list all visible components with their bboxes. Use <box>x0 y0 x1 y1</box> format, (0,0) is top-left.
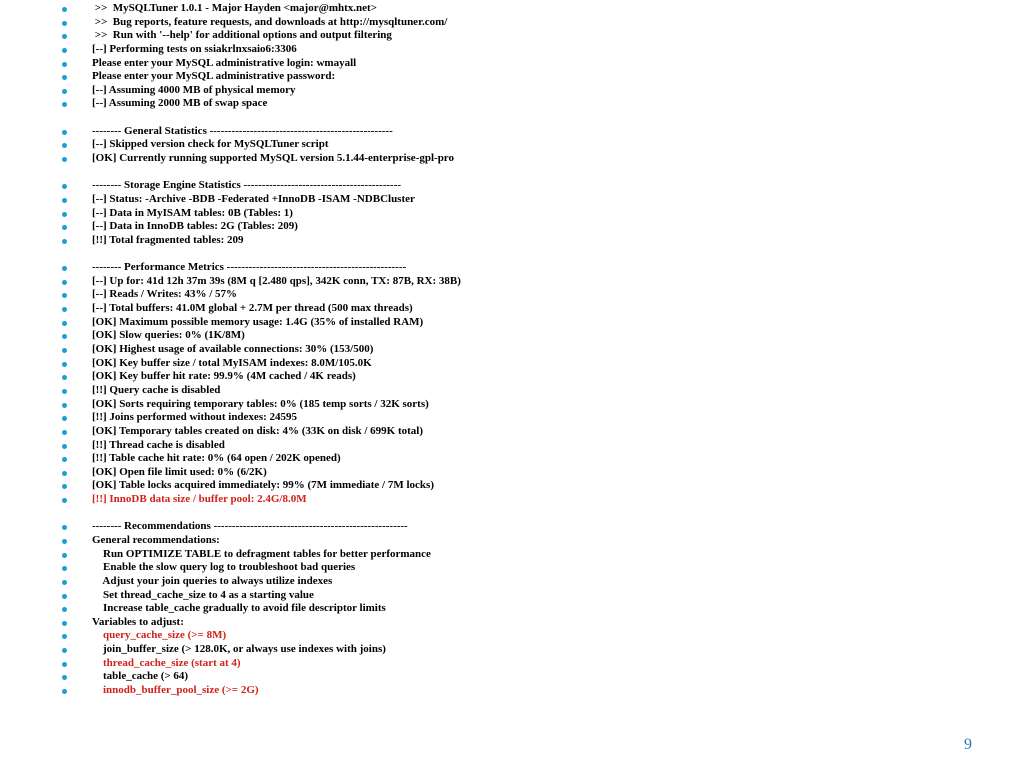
output-line <box>62 425 962 439</box>
output-line-text: >> Bug reports, feature requests, and downloads at http://mysqltuner.com/ <box>92 15 448 28</box>
output-line-text: thread_cache_size (start at 4) <box>92 656 241 669</box>
output-line <box>62 398 962 412</box>
bullet-dot-icon <box>62 157 67 162</box>
bullet-dot-icon <box>62 553 67 558</box>
output-line-text: [OK] Key buffer size / total MyISAM indexes: 8.0M/105.0K <box>92 356 372 369</box>
output-line <box>62 561 962 575</box>
bullet-dot-icon <box>62 198 67 203</box>
output-line <box>62 97 962 111</box>
bullet-dot-icon <box>62 689 67 694</box>
output-line <box>62 193 962 207</box>
bullet-dot-icon <box>62 21 67 26</box>
output-line-text: [--] Up for: 41d 12h 37m 39s (8M q [2.480 qps], 342K conn, TX: 87B, RX: 38B) <box>92 274 461 287</box>
output-line-text: >> Run with '--help' for additional options and output filtering <box>92 29 392 42</box>
bullet-dot-icon <box>62 348 67 353</box>
output-line-text: [!!] Joins performed without indexes: 24595 <box>92 411 298 424</box>
output-line <box>62 57 962 71</box>
bullet-dot-icon <box>62 389 67 394</box>
output-line-text: [OK] Slow queries: 0% (1K/8M) <box>92 329 245 342</box>
output-line <box>62 152 962 166</box>
bullet-dot-icon <box>62 102 67 107</box>
output-line <box>62 493 962 507</box>
output-line <box>62 329 962 343</box>
output-line-text: Enable the slow query log to troubleshoot bad queries <box>92 561 356 574</box>
output-line <box>62 29 962 43</box>
output-line <box>62 616 962 630</box>
output-line-text: innodb_buffer_pool_size (>= 2G) <box>92 684 259 697</box>
output-line-text: Set thread_cache_size to 4 as a starting value <box>92 588 314 601</box>
bullet-dot-icon <box>62 362 67 367</box>
output-line <box>62 261 962 275</box>
output-line-text: [--] Data in InnoDB tables: 2G (Tables: 209) <box>92 220 298 233</box>
output-line-text: Variables to adjust: <box>92 615 184 628</box>
output-line <box>62 84 962 98</box>
bullet-dot-icon <box>62 648 67 653</box>
bullet-dot-icon <box>62 498 67 503</box>
bullet-dot-icon <box>62 594 67 599</box>
bullet-dot-icon <box>62 430 67 435</box>
bullet-dot-icon <box>62 225 67 230</box>
output-line-text: -------- Recommendations ----------------------------------------------------- <box>92 520 408 533</box>
output-line-text: query_cache_size (>= 8M) <box>92 629 227 642</box>
bullet-dot-icon <box>62 457 67 462</box>
bullet-dot-icon <box>62 48 67 53</box>
output-line-text: Please enter your MySQL administrative login: wmayall <box>92 56 357 69</box>
output-line <box>62 234 962 248</box>
bullet-dot-icon <box>62 212 67 217</box>
output-line-text: [--] Status: -Archive -BDB -Federated +InnoDB -ISAM -NDBCluster <box>92 192 415 205</box>
bullet-dot-icon <box>62 566 67 571</box>
output-line-text: [--] Assuming 4000 MB of physical memory <box>92 83 296 96</box>
output-line-text: Adjust your join queries to always utilize indexes <box>92 574 333 587</box>
output-line <box>62 684 962 698</box>
output-line <box>62 657 962 671</box>
output-line-text: -------- Performance Metrics ------------------------------------------------- <box>92 261 407 274</box>
output-line <box>62 670 962 684</box>
output-line-text: [!!] Query cache is disabled <box>92 383 221 396</box>
output-line-text: [OK] Open file limit used: 0% (6/2K) <box>92 465 267 478</box>
slide-number: 9 <box>964 736 972 753</box>
output-line <box>62 125 962 139</box>
output-line <box>62 589 962 603</box>
output-line <box>62 643 962 657</box>
bullet-dot-icon <box>62 75 67 80</box>
output-line-text: [!!] Total fragmented tables: 209 <box>92 233 244 246</box>
bullet-dot-icon <box>62 334 67 339</box>
output-line-text: [--] Performing tests on ssiakrlnxsaio6:3306 <box>92 42 297 55</box>
output-line <box>62 275 962 289</box>
output-line <box>62 384 962 398</box>
output-line-text: [!!] Table cache hit rate: 0% (64 open / 202K opened) <box>92 452 341 465</box>
bullet-dot-icon <box>62 62 67 67</box>
output-line <box>62 220 962 234</box>
output-line-text: [OK] Currently running supported MySQL version 5.1.44-enterprise-gpl-pro <box>92 152 454 165</box>
output-line <box>62 548 962 562</box>
output-line-text: [--] Assuming 2000 MB of swap space <box>92 97 268 110</box>
bullet-dot-icon <box>62 580 67 585</box>
bullet-dot-icon <box>62 525 67 530</box>
output-line-text: table_cache (> 64) <box>92 670 189 683</box>
output-line-text: General recommendations: <box>92 533 220 546</box>
output-line-text: [--] Data in MyISAM tables: 0B (Tables: 1) <box>92 206 293 219</box>
output-line <box>62 411 962 425</box>
bullet-dot-icon <box>62 143 67 148</box>
mysqltuner-output-list <box>62 2 962 698</box>
output-line <box>62 439 962 453</box>
output-line <box>62 602 962 616</box>
bullet-dot-icon <box>62 416 67 421</box>
output-line <box>62 629 962 643</box>
output-line-text: [OK] Sorts requiring temporary tables: 0% (185 temp sorts / 32K sorts) <box>92 397 429 410</box>
bullet-dot-icon <box>62 662 67 667</box>
output-line <box>62 452 962 466</box>
output-line-text: -------- General Statistics -------------------------------------------------- <box>92 124 393 137</box>
blank-line <box>62 248 962 262</box>
bullet-dot-icon <box>62 34 67 39</box>
bullet-dot-icon <box>62 7 67 12</box>
bullet-dot-icon <box>62 634 67 639</box>
output-line-text: Run OPTIMIZE TABLE to defragment tables for better performance <box>92 547 431 560</box>
output-line-text: [--] Total buffers: 41.0M global + 2.7M per thread (500 max threads) <box>92 302 413 315</box>
output-line <box>62 466 962 480</box>
bullet-dot-icon <box>62 484 67 489</box>
blank-line <box>62 111 962 125</box>
output-line <box>62 207 962 221</box>
bullet-dot-icon <box>62 375 67 380</box>
output-line-text: [--] Reads / Writes: 43% / 57% <box>92 288 238 301</box>
bullet-dot-icon <box>62 307 67 312</box>
output-line <box>62 288 962 302</box>
output-line <box>62 479 962 493</box>
blank-line <box>62 507 962 521</box>
output-line <box>62 43 962 57</box>
output-line-text: >> MySQLTuner 1.0.1 - Major Hayden <major@mhtx.net> <box>92 2 377 14</box>
output-line-text: join_buffer_size (> 128.0K, or always use indexes with joins) <box>92 643 386 656</box>
output-line <box>62 370 962 384</box>
bullet-dot-icon <box>62 280 67 285</box>
output-line <box>62 316 962 330</box>
bullet-dot-icon <box>62 471 67 476</box>
output-line <box>62 575 962 589</box>
bullet-dot-icon <box>62 444 67 449</box>
bullet-dot-icon <box>62 403 67 408</box>
output-line <box>62 138 962 152</box>
output-line-text: [--] Skipped version check for MySQLTuner script <box>92 138 329 151</box>
output-line-text: [OK] Maximum possible memory usage: 1.4G (35% of installed RAM) <box>92 315 424 328</box>
blank-line <box>62 166 962 180</box>
output-line-text: [OK] Temporary tables created on disk: 4% (33K on disk / 699K total) <box>92 424 424 437</box>
bullet-dot-icon <box>62 539 67 544</box>
output-line-text: [!!] InnoDB data size / buffer pool: 2.4G/8.0M <box>92 493 307 506</box>
output-line <box>62 70 962 84</box>
output-line-text: [OK] Table locks acquired immediately: 99% (7M immediate / 7M locks) <box>92 479 434 492</box>
output-line-text: [OK] Key buffer hit rate: 99.9% (4M cached / 4K reads) <box>92 370 356 383</box>
output-line <box>62 16 962 30</box>
output-line <box>62 520 962 534</box>
bullet-dot-icon <box>62 89 67 94</box>
output-line <box>62 534 962 548</box>
output-line <box>62 2 962 16</box>
output-line-text: [OK] Highest usage of available connections: 30% (153/500) <box>92 343 374 356</box>
output-line <box>62 343 962 357</box>
bullet-dot-icon <box>62 321 67 326</box>
output-line <box>62 179 962 193</box>
output-line-text: Please enter your MySQL administrative password: <box>92 70 336 83</box>
bullet-dot-icon <box>62 607 67 612</box>
bullet-dot-icon <box>62 184 67 189</box>
bullet-dot-icon <box>62 239 67 244</box>
bullet-dot-icon <box>62 130 67 135</box>
output-line-text: [!!] Thread cache is disabled <box>92 438 225 451</box>
bullet-dot-icon <box>62 621 67 626</box>
bullet-dot-icon <box>62 266 67 271</box>
bullet-dot-icon <box>62 293 67 298</box>
output-line-text: Increase table_cache gradually to avoid file descriptor limits <box>92 602 386 615</box>
output-line <box>62 357 962 371</box>
output-line-text: -------- Storage Engine Statistics ------------------------------------------- <box>92 179 402 192</box>
output-line <box>62 302 962 316</box>
bullet-dot-icon <box>62 675 67 680</box>
